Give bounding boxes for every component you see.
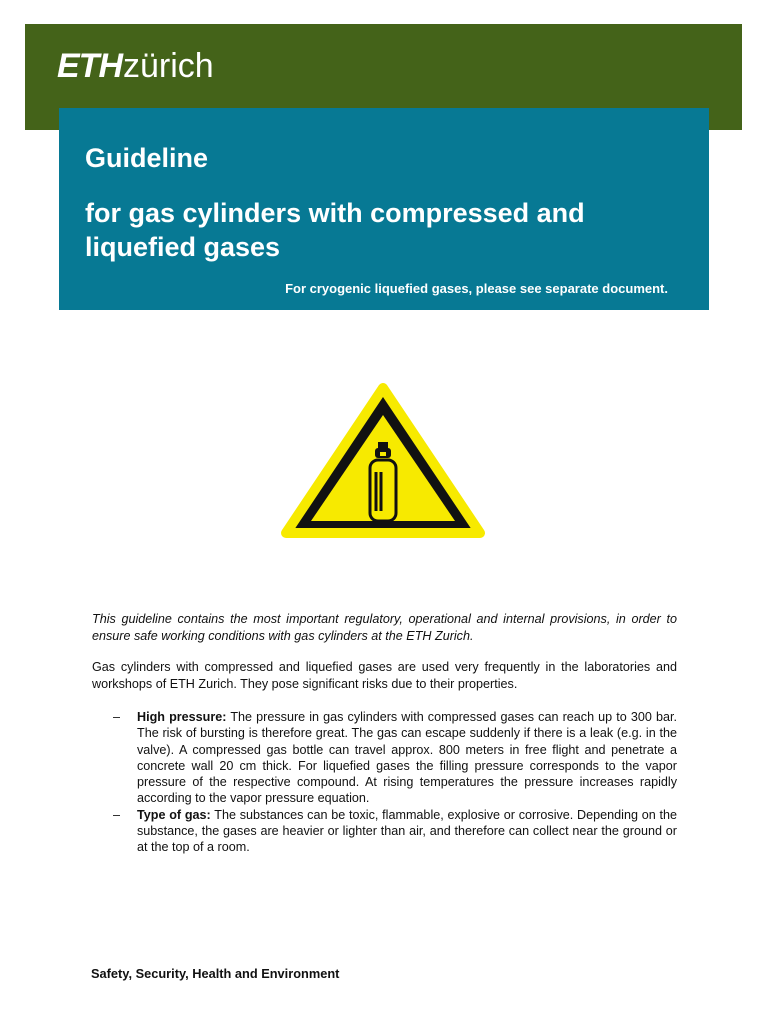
list-dash: – <box>113 710 121 724</box>
list-item <box>92 807 677 856</box>
document-title: Guideline <box>85 143 209 173</box>
logo-zurich: zürich <box>123 47 214 85</box>
risk-list <box>92 709 677 856</box>
cryogenic-note: For cryogenic liquefied gases, please see separate document. <box>285 281 668 296</box>
list-item-label: Type of gas: <box>137 807 211 822</box>
document-subtitle: for gas cylinders with compressed and liquefied gases <box>85 198 585 262</box>
eth-zurich-logo <box>57 46 214 86</box>
list-item-text: The substances can be toxic, flammable, explosive or corrosive. Depending on the substance, the gases are heavier or lighter than air, and therefore can collect near the ground or at the top of a room. <box>137 807 677 855</box>
gas-cylinder-warning-icon <box>254 383 512 557</box>
intro-paragraph: This guideline contains the most important regulatory, operational and internal provisions, in order to ensure safe working conditions with gas cylinders at the ETH Zurich. <box>92 612 677 643</box>
logo-eth: ETH <box>57 47 122 85</box>
list-item-text: The pressure in gas cylinders with compressed gases can reach up to 300 bar. The risk of bursting is therefore great. The gas can escape suddenly if there is a leak (e.g. in the valve). A compressed gas bottle can travel approx. 800 meters in free flight and penetrate a concrete wall 20 cm thick. For liquefied gases the filling pressure corresponds to the vapor pressure of the respective compound. At rising temperatures the pressure increases rapidly according to the vapor pressure equation. <box>137 710 677 806</box>
body-paragraph: Gas cylinders with compressed and liquefied gases are used very frequently in the laboratories and workshops of ETH Zurich. They pose significant risks due to their properties. <box>92 660 677 691</box>
list-item <box>92 709 677 807</box>
footer-department: Safety, Security, Health and Environment <box>91 966 340 981</box>
list-dash: – <box>113 807 121 822</box>
title-banner <box>59 108 709 310</box>
list-item-label: High pressure: <box>137 710 227 724</box>
